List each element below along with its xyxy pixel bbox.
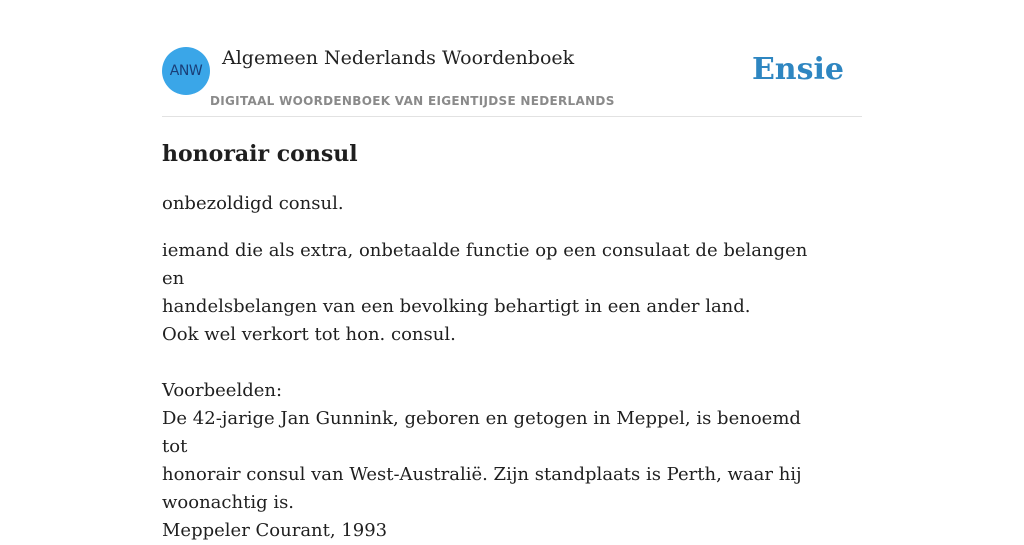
logo-text: ANW bbox=[169, 63, 203, 79]
definition-line: iemand die als extra, onbetaalde functie op een consulaat de belangen en bbox=[162, 240, 808, 289]
example-source: Meppeler Courant, 1993 bbox=[162, 520, 388, 541]
entry-headword: honorair consul bbox=[162, 141, 358, 167]
definition-line: Ook wel verkort tot hon. consul. bbox=[162, 324, 456, 345]
site-title[interactable]: Algemeen Nederlands Woordenboek bbox=[222, 47, 575, 69]
example-line: De 42-jarige Jan Gunnink, geboren en getogen in Meppel, is benoemd tot bbox=[162, 408, 801, 457]
example-line: honorair consul van West-Australië. Zijn standplaats is Perth, waar hij bbox=[162, 464, 802, 485]
entry-content bbox=[162, 138, 862, 545]
definition-line: handelsbelangen van een bevolking behartigt in een ander land. bbox=[162, 296, 751, 317]
anw-logo[interactable] bbox=[162, 47, 210, 95]
examples-label: Voorbeelden: bbox=[162, 380, 283, 401]
paragraph-spacer bbox=[162, 349, 822, 377]
long-definition bbox=[162, 237, 822, 545]
short-definition: onbezoldigd consul. bbox=[162, 193, 344, 214]
site-subtitle: DIGITAAL WOORDENBOEK VAN EIGENTIJDSE NEDERLANDS bbox=[210, 94, 615, 108]
ensie-brand-logo[interactable]: Ensie bbox=[751, 52, 844, 87]
example-line: woonachtig is. bbox=[162, 492, 295, 513]
site-header bbox=[162, 40, 862, 117]
